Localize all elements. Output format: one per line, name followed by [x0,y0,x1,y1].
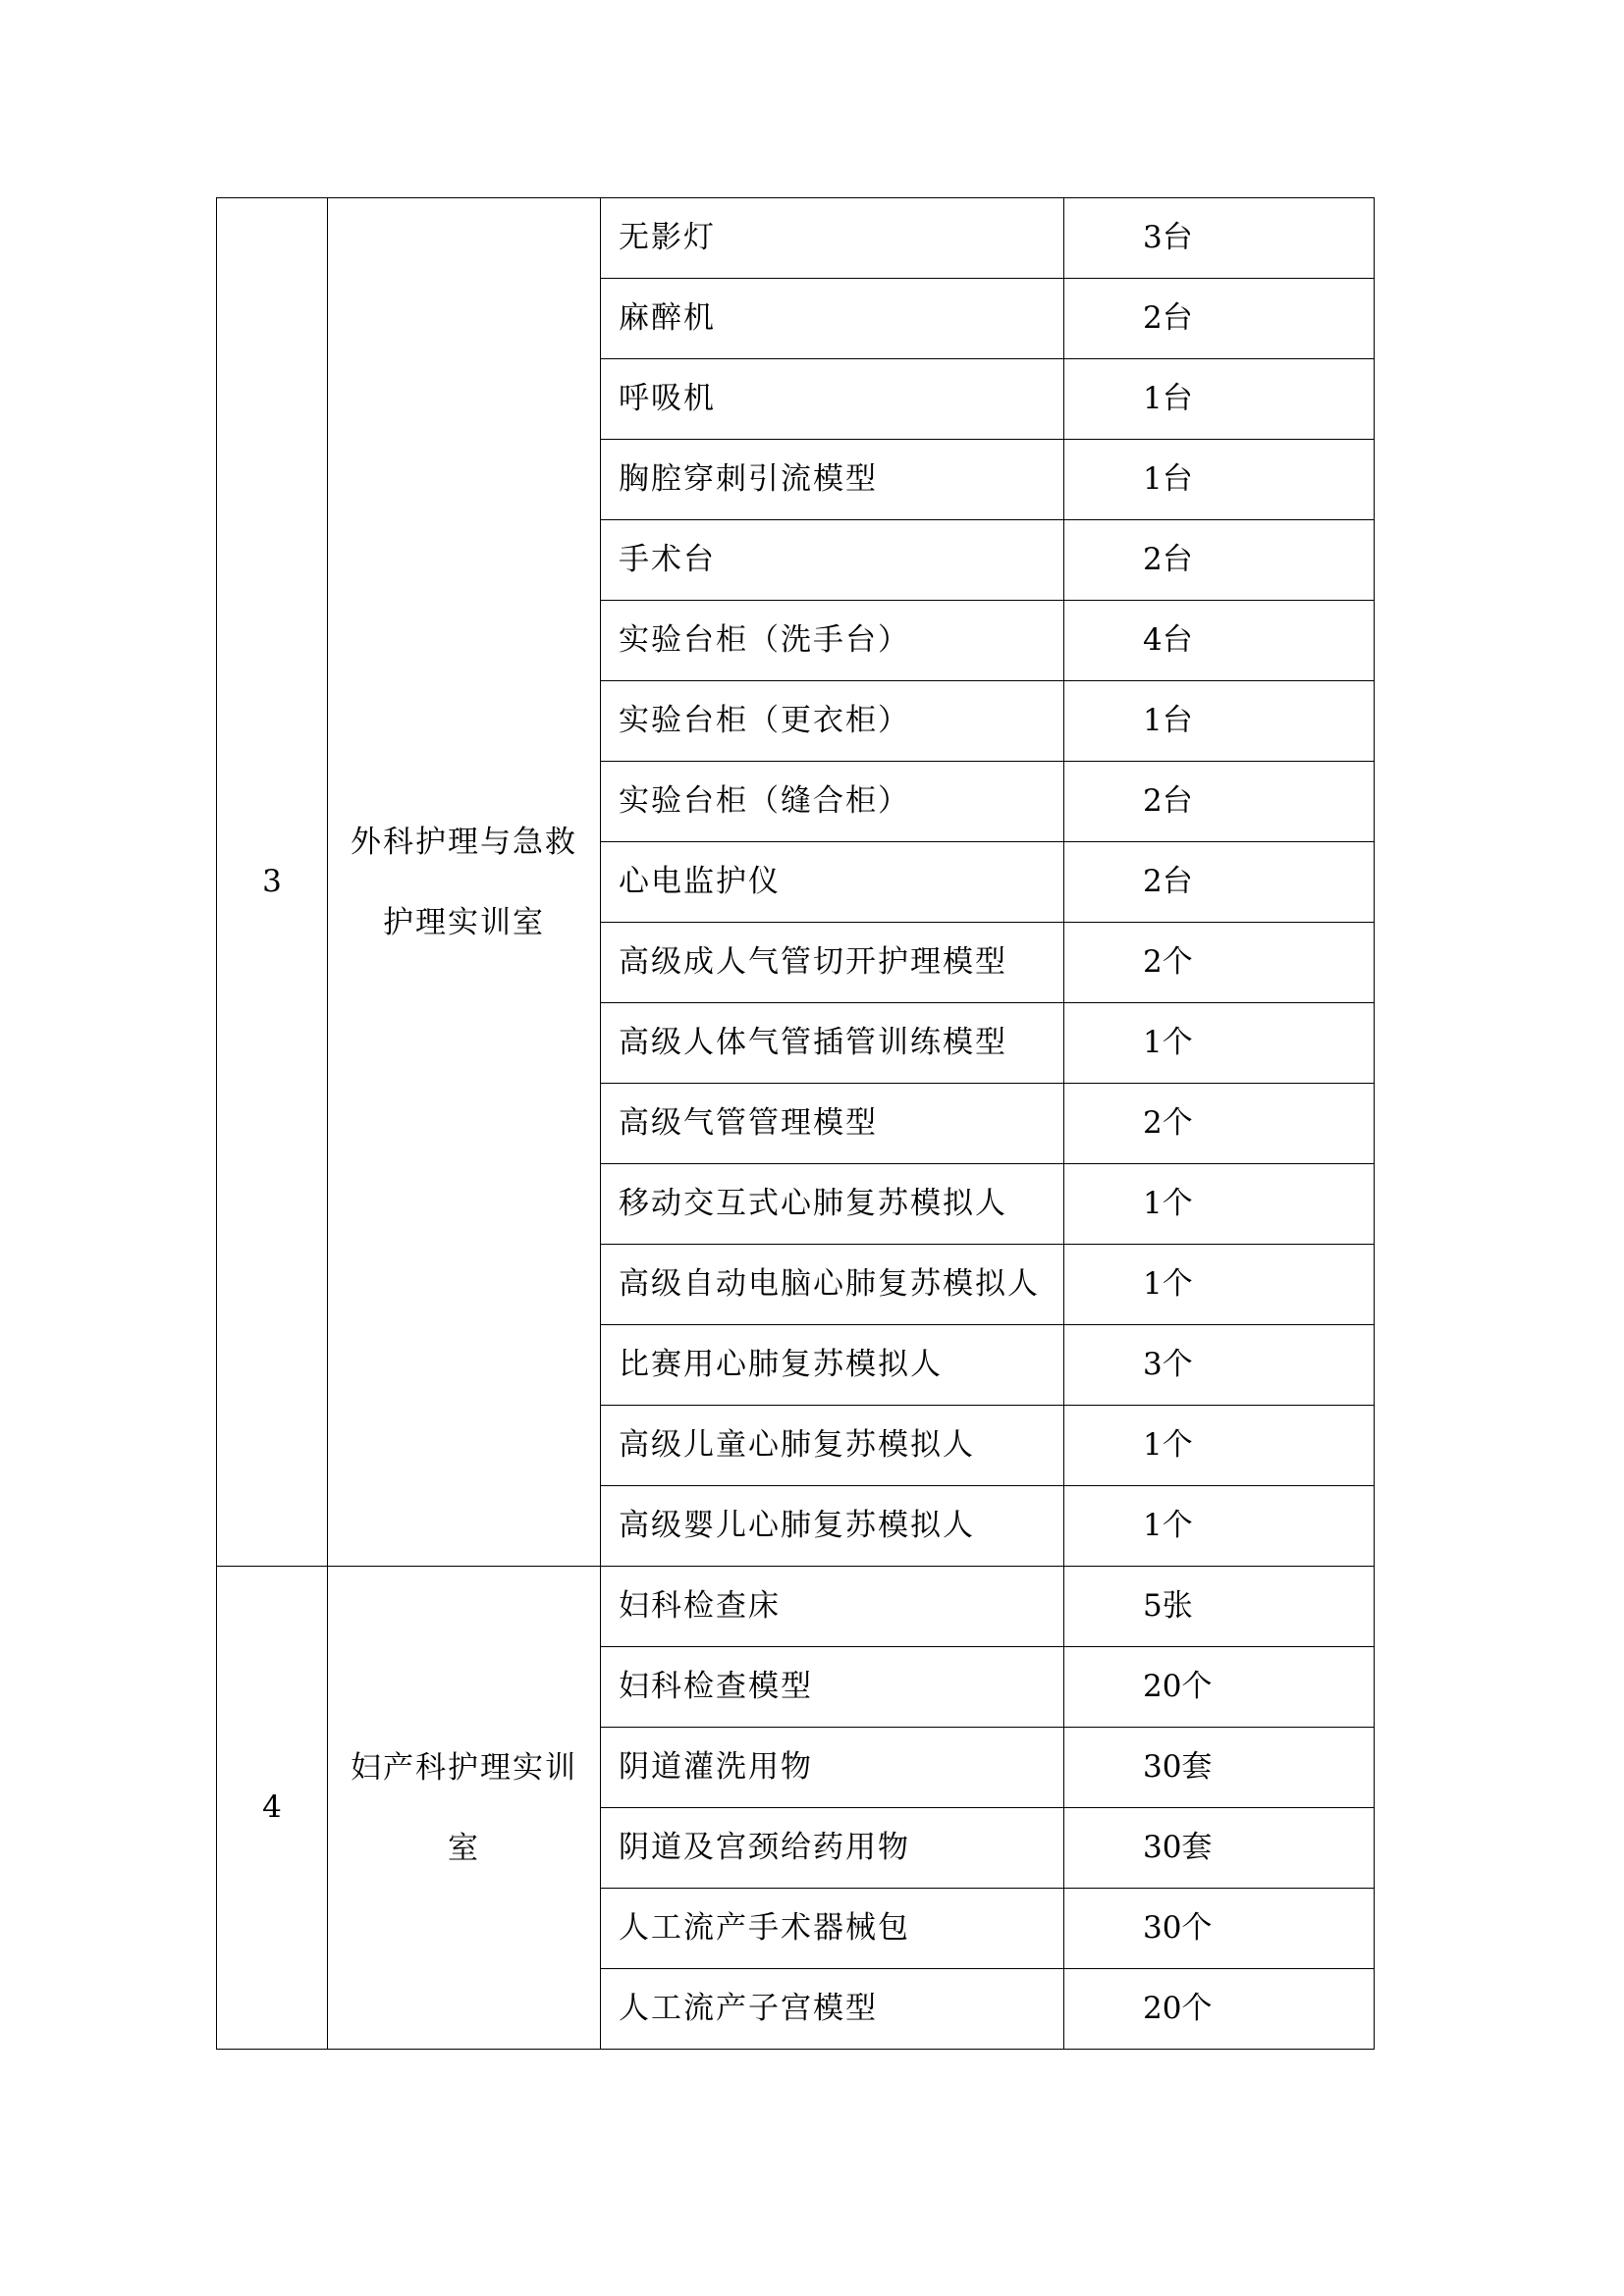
equipment-name-cell: 高级自动电脑心肺复苏模拟人 [601,1245,1064,1325]
training-room-cell [328,198,601,1567]
equipment-quantity-cell: 1台 [1064,359,1375,440]
equipment-quantity-cell: 2台 [1064,762,1375,842]
table-body [217,198,1375,2050]
equipment-name-cell: 妇科检查床 [601,1567,1064,1647]
equipment-name-cell: 麻醉机 [601,279,1064,359]
equipment-name-cell: 阴道灌洗用物 [601,1728,1064,1808]
equipment-name-cell: 实验台柜（更衣柜） [601,681,1064,762]
equipment-quantity-cell: 20个 [1064,1969,1375,2050]
equipment-quantity-cell: 20个 [1064,1647,1375,1728]
equipment-quantity-cell: 1个 [1064,1245,1375,1325]
equipment-name-cell: 无影灯 [601,198,1064,279]
equipment-quantity-cell: 30个 [1064,1889,1375,1969]
training-room-cell [328,1567,601,2050]
equipment-quantity-cell: 1台 [1064,681,1375,762]
equipment-name-cell: 手术台 [601,520,1064,601]
equipment-quantity-cell: 2台 [1064,520,1375,601]
training-room-name: 妇产科护理实训室 [351,1749,577,1866]
equipment-name-cell: 高级婴儿心肺复苏模拟人 [601,1486,1064,1567]
equipment-quantity-cell: 4台 [1064,601,1375,681]
training-room-name: 外科护理与急救护理实训室 [351,824,577,940]
equipment-table [216,197,1375,2050]
equipment-quantity-cell: 5张 [1064,1567,1375,1647]
equipment-name-cell: 胸腔穿刺引流模型 [601,440,1064,520]
table-row [217,1567,1375,1647]
equipment-name-cell: 移动交互式心肺复苏模拟人 [601,1164,1064,1245]
equipment-name-cell: 妇科检查模型 [601,1647,1064,1728]
equipment-quantity-cell: 2台 [1064,279,1375,359]
equipment-name-cell: 比赛用心肺复苏模拟人 [601,1325,1064,1406]
equipment-quantity-cell: 1个 [1064,1003,1375,1084]
equipment-name-cell: 心电监护仪 [601,842,1064,923]
equipment-name-cell: 实验台柜（缝合柜） [601,762,1064,842]
equipment-name-cell: 高级气管管理模型 [601,1084,1064,1164]
group-number-cell: 4 [217,1567,328,2050]
equipment-name-cell: 阴道及宫颈给药用物 [601,1808,1064,1889]
equipment-quantity-cell: 2个 [1064,923,1375,1003]
equipment-quantity-cell: 1个 [1064,1406,1375,1486]
equipment-quantity-cell: 3台 [1064,198,1375,279]
equipment-quantity-cell: 2个 [1064,1084,1375,1164]
equipment-name-cell: 实验台柜（洗手台） [601,601,1064,681]
equipment-quantity-cell: 1个 [1064,1164,1375,1245]
table-row [217,198,1375,279]
group-number-cell: 3 [217,198,328,1567]
equipment-name-cell: 人工流产手术器械包 [601,1889,1064,1969]
equipment-name-cell: 高级人体气管插管训练模型 [601,1003,1064,1084]
equipment-quantity-cell: 1个 [1064,1486,1375,1567]
equipment-name-cell: 高级儿童心肺复苏模拟人 [601,1406,1064,1486]
equipment-quantity-cell: 30套 [1064,1728,1375,1808]
equipment-quantity-cell: 2台 [1064,842,1375,923]
equipment-quantity-cell: 30套 [1064,1808,1375,1889]
equipment-name-cell: 呼吸机 [601,359,1064,440]
equipment-quantity-cell: 3个 [1064,1325,1375,1406]
equipment-quantity-cell: 1台 [1064,440,1375,520]
equipment-name-cell: 高级成人气管切开护理模型 [601,923,1064,1003]
equipment-name-cell: 人工流产子宫模型 [601,1969,1064,2050]
